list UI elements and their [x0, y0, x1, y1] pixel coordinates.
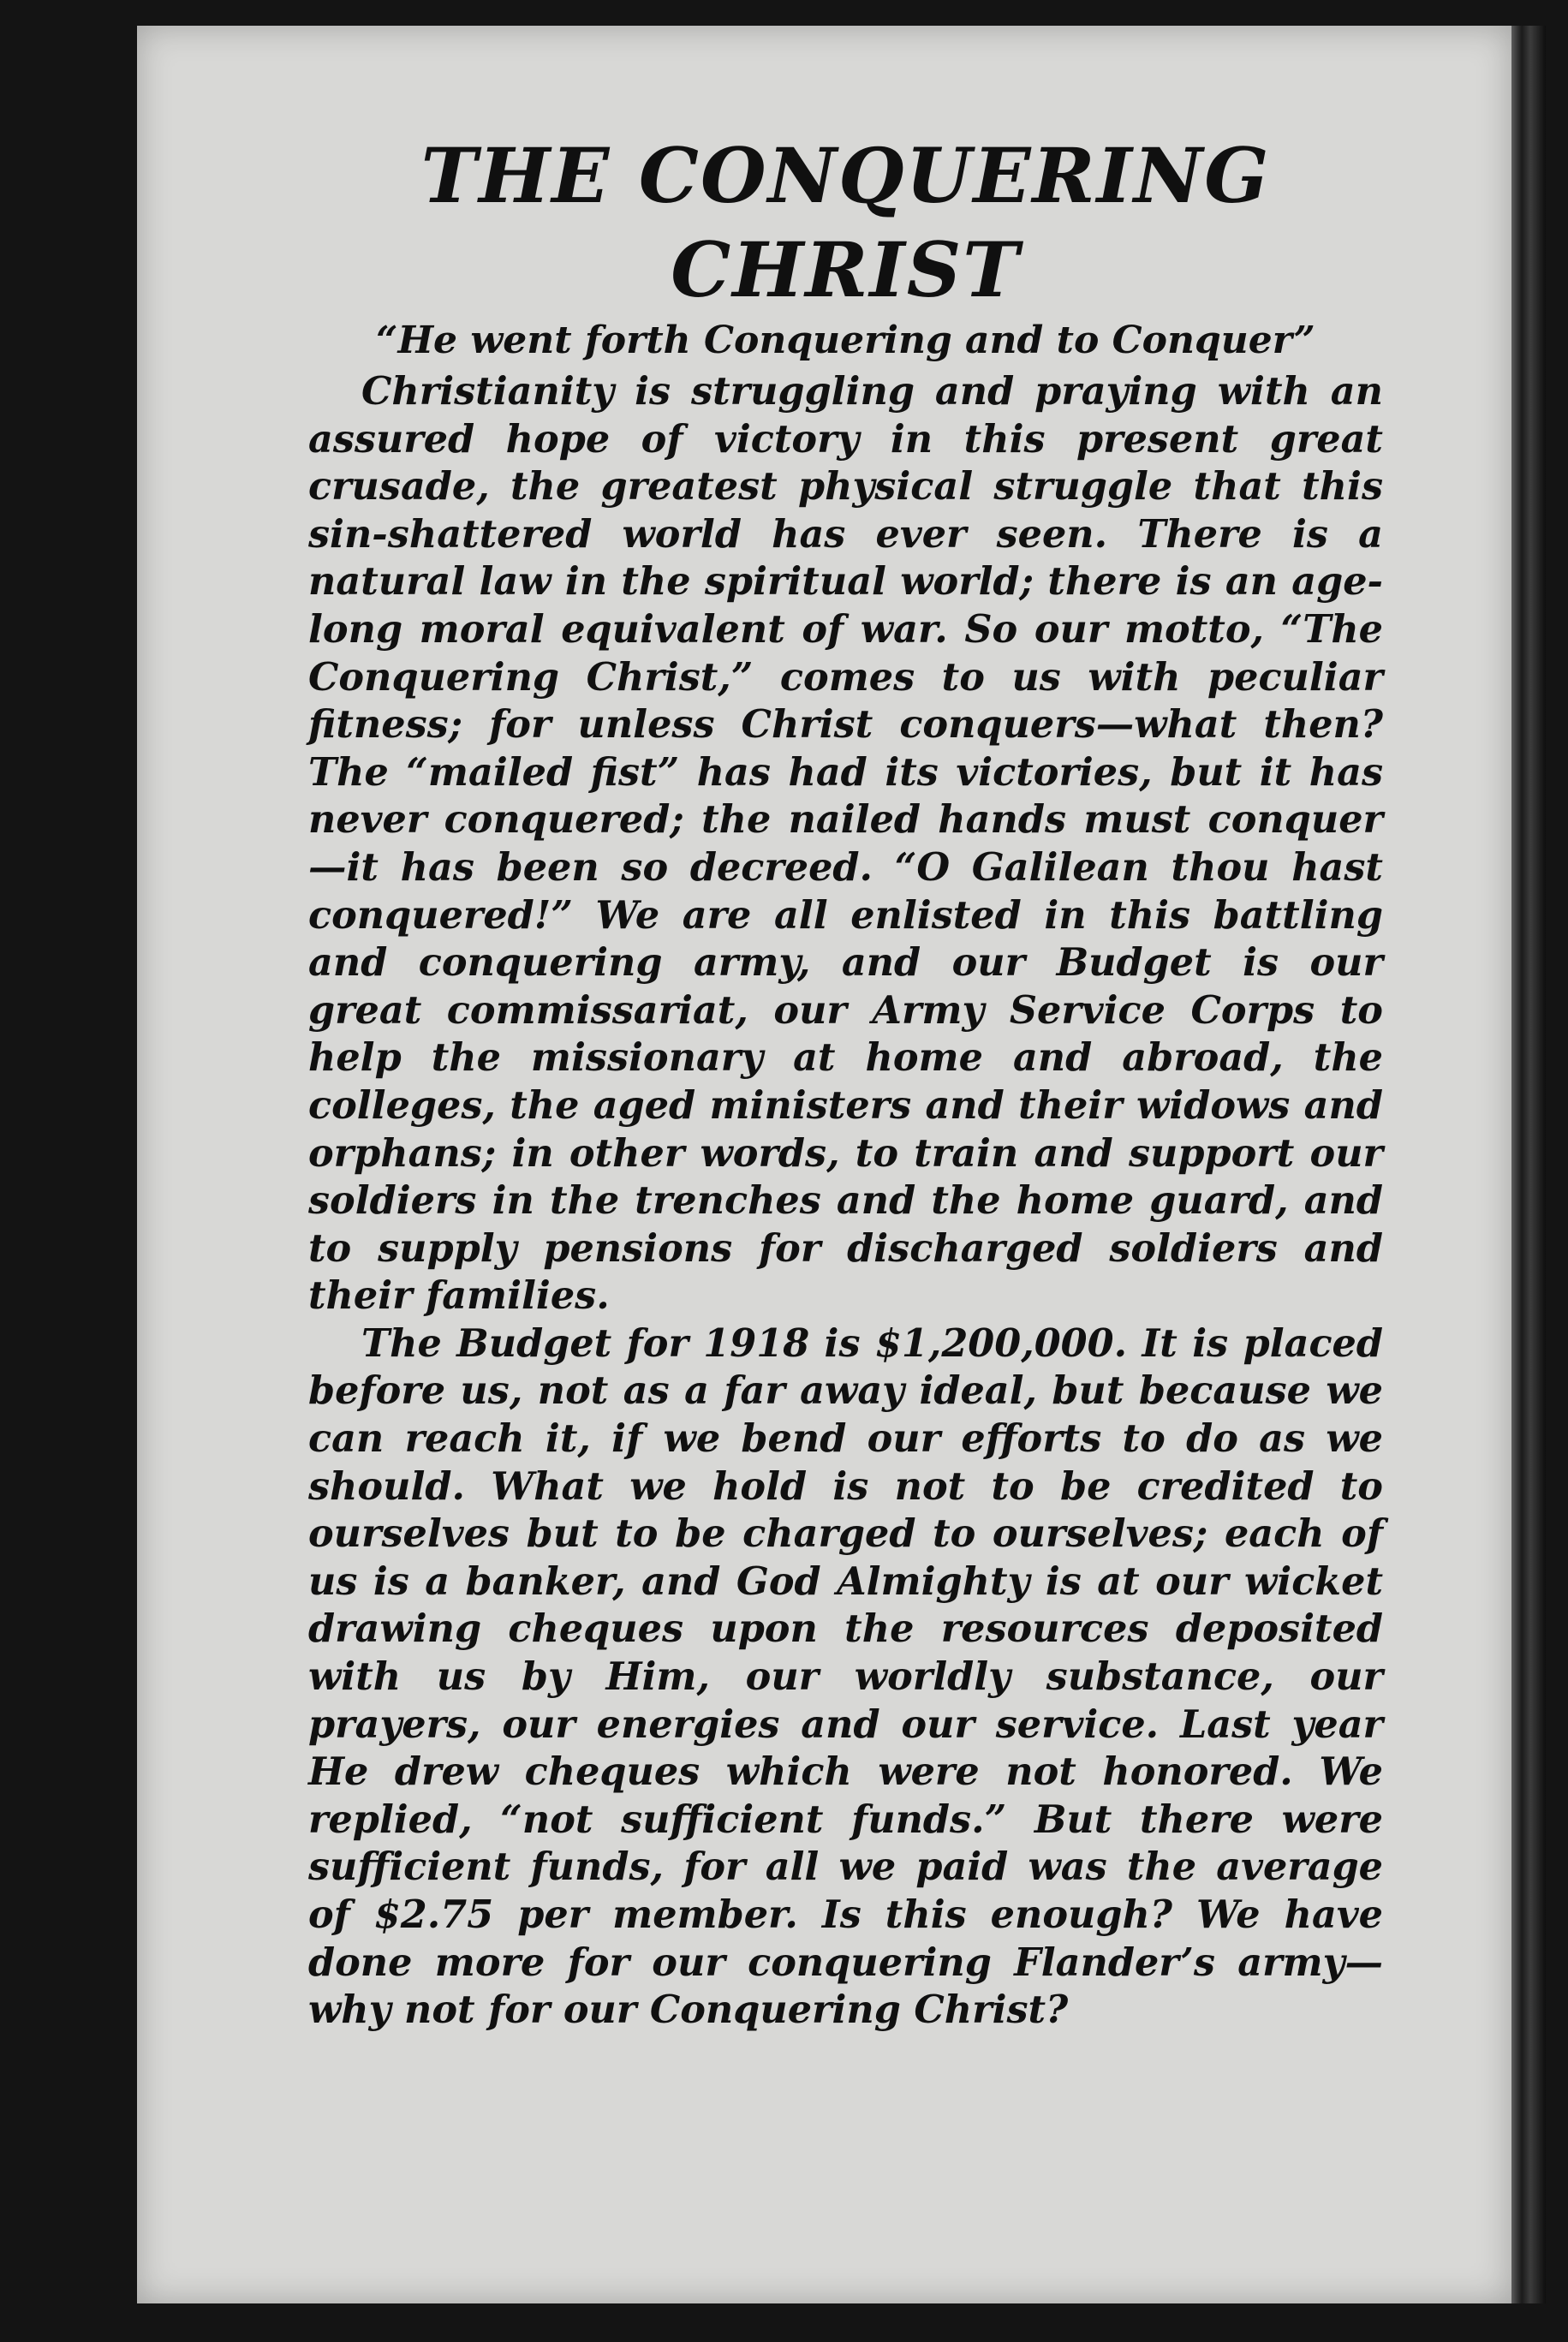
- subtitle: “He went forth Conquering and to Conquer”: [376, 319, 1315, 362]
- page-edge-shadow: [1511, 26, 1546, 2303]
- page-title: THE CONQUERING CHRIST: [420, 131, 1271, 314]
- paragraph-2: The Budget for 1918 is $1,200,000. It is placed before us, not as a far away ideal, but because we can reach it, if we bend our efforts to do as we should. What we hold is not to be credited to ourselves but to be charged to ourselves; each of us is a banker, and God Almighty is at our wicket drawing cheques upon the resources deposited with us by Him, our worldly substance, our prayers, our energies and our service. Last year He drew cheques which were not honored. We replied, “not sufficient funds.” But there were sufficient funds, for all we paid was the average of $2.75 per member. Is this enough? We have done more for our conquering Flander’s army—why not for our Conquering Christ?: [308, 1320, 1383, 2033]
- article: [308, 128, 1383, 2035]
- paragraph-1: Christianity is struggling and praying with an assured hope of victory in this present great crusade, the greatest physical struggle that this sin-shattered world has ever seen. There is a natural law in the spiritual world; there is an age-long moral equivalent of war. So our motto, “The Conquering Christ,” comes to us with peculiar fitness; for unless Christ conquers—what then? The “mailed fist” has had its victories, but it has never conquered; the nailed hands must conquer—it has been so decreed. “O Galilean thou hast conquered!” We are all enlisted in this battling and conquering army, and our Budget is our great commissariat, our Army Service Corps to help the missionary at home and abroad, the colleges, the aged ministers and their widows and orphans; in other words, to train and support our soldiers in the trenches and the home guard, and to supply pensions for discharged soldiers and their families.: [308, 369, 1383, 1319]
